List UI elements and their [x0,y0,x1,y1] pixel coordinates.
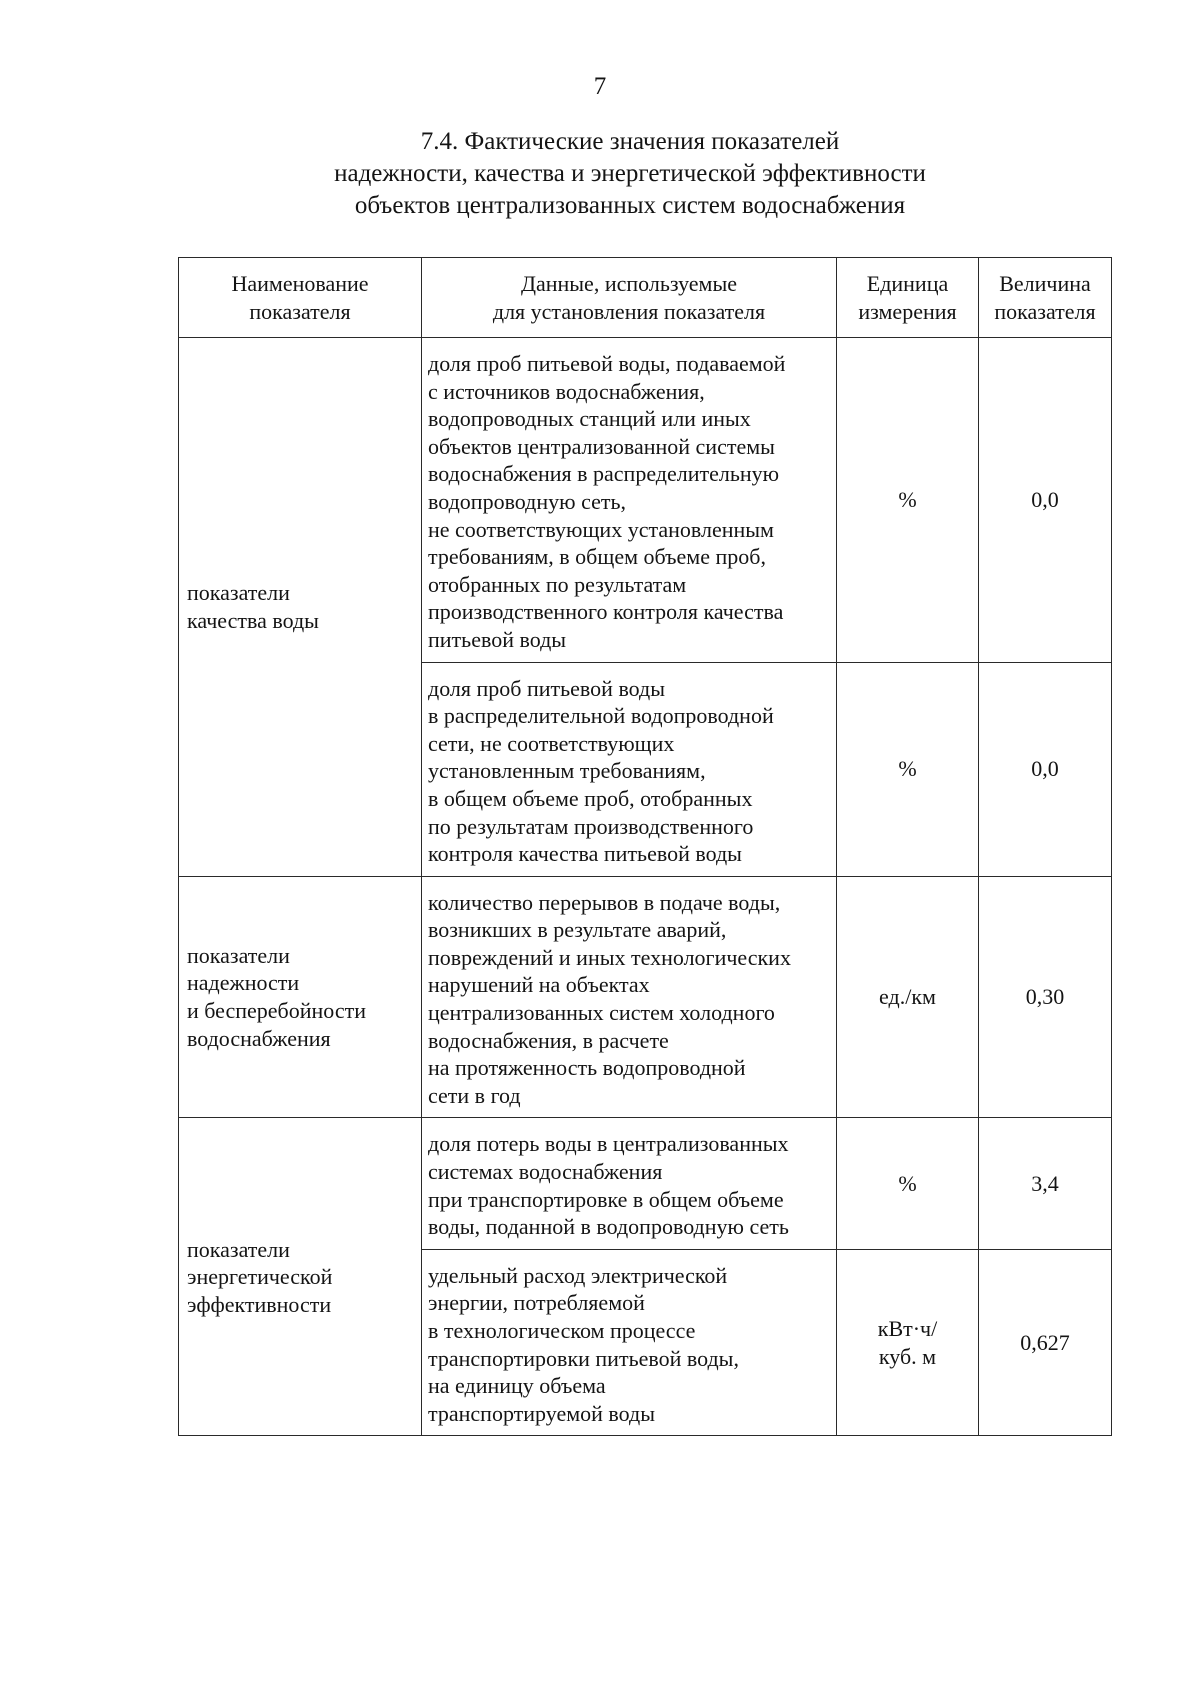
cell-text-line: водопроводную сеть, [428,488,627,514]
header-line: Данные, используемые [520,270,738,296]
cell-text-line: не соответствующих установленным [428,516,774,542]
header-line: Наименование [231,270,369,296]
cell-text-line: водоснабжения [187,1025,331,1051]
section-title-line: надежности, качества и энергетической эффективности [334,160,926,187]
header-value [979,258,1112,338]
cell-text-line: показатели [187,580,290,606]
header-indicator-name [179,258,422,338]
unit-cell [837,1249,979,1436]
indicators-table [178,257,1112,1436]
cell-text-line: производственного контроля качества [428,599,784,625]
cell-text-line: повреждений и иных технологических [428,944,791,970]
header-source-data [422,258,837,338]
source-data-cell [422,1249,837,1436]
indicator-value-cell: 0,0 [979,338,1112,663]
cell-text-line: водоснабжения в распределительную [428,461,780,487]
header-line: для установления показателя [492,298,766,324]
cell-text-line: нарушений на объектах [428,972,650,998]
cell-text-line: объектов централизованной системы [428,433,775,459]
indicator-name-cell [179,1118,422,1436]
cell-text-line: транспортировки питьевой воды, [428,1345,739,1371]
cell-text-line: с источников водоснабжения, [428,378,705,404]
indicator-value-cell: 3,4 [979,1118,1112,1249]
cell-text-line: требованиям, в общем объеме проб, [428,544,766,570]
indicator-value-cell: 0,0 [979,662,1112,876]
cell-text-line: транспортируемой воды [428,1400,656,1426]
cell-text-line: сети в год [428,1082,521,1108]
cell-text-line: установленным требованиям, [428,758,706,784]
indicator-value-cell: 0,30 [979,876,1112,1118]
indicator-name-cell [179,876,422,1118]
cell-text-line: контроля качества питьевой воды [428,841,742,867]
section-title-line: 7.4. Фактические значения показателей [420,128,840,155]
cell-text-line: куб. м [878,1343,937,1369]
cell-text-line: % [898,756,917,782]
cell-text-line: воды, поданной в водопроводную сеть [428,1214,789,1240]
cell-text-line: на протяженность водопроводной [428,1055,746,1081]
cell-text-line: на единицу объема [428,1373,606,1399]
cell-text-line: питьевой воды [428,626,567,652]
cell-text-line: кВт·ч/ [877,1316,938,1341]
source-data-cell [422,1118,837,1249]
cell-text-line: в общем объеме проб, отобранных [428,785,753,811]
page-number: 7 [593,73,607,100]
cell-text-line: надежности [187,970,300,996]
header-line: показателя [994,298,1096,324]
unit-cell [837,662,979,876]
table-body [179,338,1112,1436]
cell-text-line: эффективности [187,1291,332,1317]
cell-text-line: количество перерывов в подаче воды, [428,889,781,915]
cell-text-line: водопроводных станций или иных [428,406,751,432]
unit-cell [837,876,979,1118]
cell-text-line: и бесперебойности [187,998,366,1024]
cell-text-line: водоснабжения, в расчете [428,1027,669,1053]
cell-text-line: при транспортировке в общем объеме [428,1186,784,1212]
cell-text-line: возникших в результате аварий, [428,917,727,943]
unit-cell [837,1118,979,1249]
source-data-cell [422,338,837,663]
cell-text-line: % [898,1170,917,1196]
cell-text-line: в распределительной водопроводной [428,703,774,729]
cell-text-line: сети, не соответствующих [428,730,675,756]
cell-text-line: в технологическом процессе [428,1318,696,1343]
cell-text-line: % [898,486,917,512]
cell-text-line: централизованных систем холодного [428,1000,775,1026]
header-line: Единица [866,270,949,296]
cell-text-line: ед./км [879,984,936,1010]
cell-text-line: энергии, потребляемой [428,1290,645,1316]
table-row [179,1118,1112,1249]
indicator-name-cell [179,338,422,877]
table-header-row [179,258,1112,338]
table-row [179,876,1112,1118]
cell-text-line: показатели [187,942,290,968]
header-line: Величина [999,270,1091,296]
cell-text-line: энергетической [187,1264,333,1290]
header-unit [837,258,979,338]
cell-text-line: по результатам производственного [428,813,754,839]
cell-text-line: системах водоснабжения [428,1159,663,1185]
section-title [250,126,1010,222]
cell-text-line: доля проб питьевой воды, подаваемой [428,351,786,376]
indicator-value-cell: 0,627 [979,1249,1112,1436]
cell-text-line: удельный расход электрической [428,1262,728,1288]
source-data-cell [422,876,837,1118]
header-line: измерения [858,298,957,324]
cell-text-line: доля проб питьевой воды [428,675,666,701]
table-row [179,338,1112,663]
source-data-cell [422,662,837,876]
table-header [179,258,1112,338]
cell-text-line: качества воды [187,607,319,633]
section-title-line: объектов централизованных систем водоснабжения [354,192,906,219]
unit-cell [837,338,979,663]
cell-text-line: показатели [187,1236,290,1262]
header-line: показателя [249,298,351,324]
cell-text-line: доля потерь воды в централизованных [428,1131,789,1157]
cell-text-line: отобранных по результатам [428,571,687,597]
